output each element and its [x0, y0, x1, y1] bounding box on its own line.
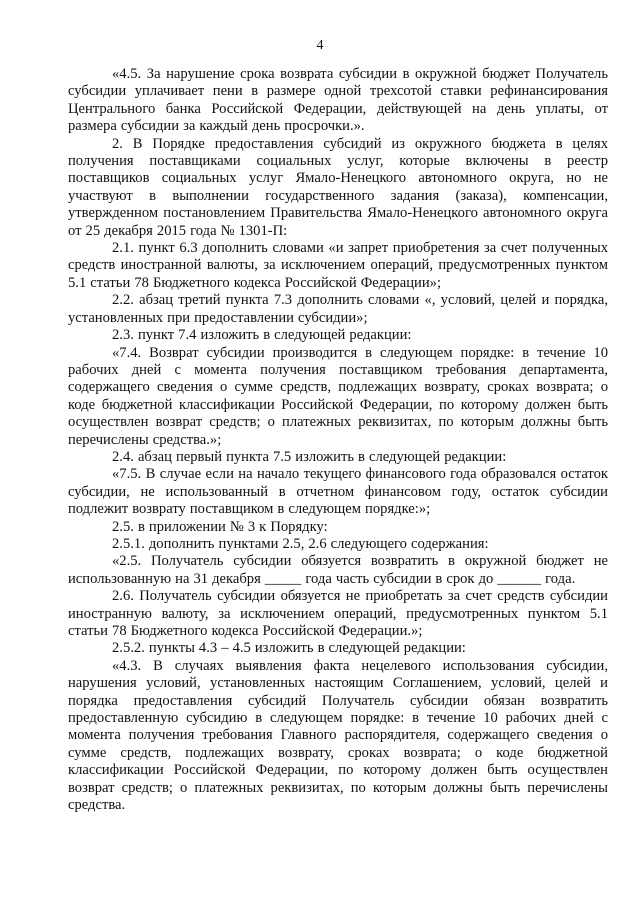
paragraph-2-5-1: 2.5.1. дополнить пунктами 2.5, 2.6 следующего содержания:	[112, 535, 489, 552]
page-number: 4	[316, 38, 324, 53]
paragraph-4-3-quote: «4.3. В случаях выявления факта нецелевого использования субсидии, нарушения условий, установленных настоящим Соглашением, условий, целей и порядка предоставления субсидий Получатель субсидии обязан возвратить предоставленную субсидию в следующем порядке: в течение 10 рабочих дней с момента получения требования Главного распорядителя, содержащего сведения о сумме средств, подлежащих возврату, сроках возврата; о коде бюджетной классификации Российской Федерации, по которому должен быть осуществлен возврат средств; о платежных реквизитах, по которым должны быть перечислены средства.	[68, 657, 608, 814]
paragraph-2-4: 2.4. абзац первый пункта 7.5 изложить в следующей редакции:	[112, 448, 507, 465]
paragraph-7-4: «7.4. Возврат субсидии производится в следующем порядке: в течение 10 рабочих дней с момента получения поставщиком требования департамента, содержащего сведения о сумме средств, подлежащих возврату, сроках возврата; о коде бюджетной классификации Российской Федерации, по которому должен быть осуществлен возврат средств; о платежных реквизитах, по которым должны быть перечислены средства.»;	[68, 344, 608, 448]
paragraph-2-procedure: 2. В Порядке предоставления субсидий из окружного бюджета в целях получения поставщиками социальных услуг, которые включены в реестр поставщиков социальных услуг Ямало-Ненецкого автономного округа, но не участвуют в выполнении государственного задания (заказа), компенсации, утвержденном постановлением Правительства Ямало-Ненецкого автономного округа от 25 декабря 2015 года № 1301-П:	[68, 135, 608, 239]
paragraph-2-2: 2.2. абзац третий пункта 7.3 дополнить словами «, условий, целей и порядка, установленных при предоставлении субсидии»;	[68, 292, 608, 326]
paragraph-2-6-quote: 2.6. Получатель субсидии обязуется не приобретать за счет средств субсидии иностранную валюту, за исключением операций, предусмотренных пунктом 5.1 статьи 78 Бюджетного кодекса Российской Федерации.»;	[68, 588, 608, 639]
paragraph-7-5: «7.5. В случае если на начало текущего финансового года образовался остаток субсидии, не использованный в отчетном финансовом году, остаток субсидии подлежит возврату поставщиком в следующем порядке:»;	[68, 466, 608, 518]
paragraph-2-3: 2.3. пункт 7.4 изложить в следующей редакции:	[112, 327, 412, 344]
paragraph-4-5-penalty: «4.5. За нарушение срока возврата субсидии в окружной бюджет Получатель субсидии уплачивает пени в размере одной трехсотой ставки рефинансирования Центрального банка Российской Федерации, действующей на день уплаты, от размера субсидии за каждый день просрочки.».	[68, 66, 608, 135]
paragraph-2-1: 2.1. пункт 6.3 дополнить словами «и запрет приобретения за счет полученных средств иностранной валюты, за исключением операций, предусмотренных пунктом 5.1 статьи 78 Бюджетного кодекса Российской Федерации»;	[68, 240, 608, 291]
paragraph-2-5-quote: «2.5. Получатель субсидии обязуется возвратить в окружной бюджет не использованную на 31 декабря _____ года часть субсидии в срок до ______ года.	[68, 553, 608, 587]
paragraph-2-5-2: 2.5.2. пункты 4.3 – 4.5 изложить в следующей редакции:	[112, 640, 466, 657]
document-body	[68, 66, 608, 814]
paragraph-2-5: 2.5. в приложении № 3 к Порядку:	[112, 518, 328, 535]
